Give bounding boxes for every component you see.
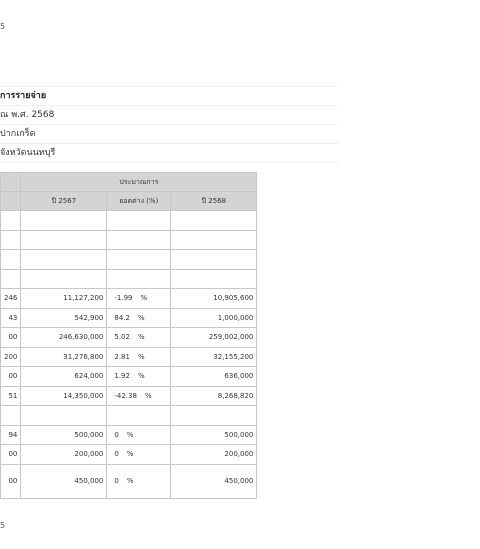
percent-sign: % bbox=[137, 372, 145, 381]
cell-diff bbox=[107, 347, 171, 367]
table-row bbox=[1, 230, 257, 250]
cell-2568: 636,000 bbox=[171, 367, 257, 387]
cell-diff bbox=[107, 230, 171, 250]
cell-left-partial bbox=[1, 250, 21, 270]
cell-left-partial: 00 bbox=[1, 464, 21, 498]
col-header-2567: ปี 2567 bbox=[21, 192, 107, 211]
cell-2568: 200,000 bbox=[171, 445, 257, 465]
cell-diff bbox=[107, 425, 171, 445]
cell-left-partial: 43 bbox=[1, 308, 21, 328]
cell-2567: 450,000 bbox=[21, 464, 107, 498]
diff-value: 0 bbox=[114, 477, 119, 485]
percent-sign: % bbox=[137, 352, 145, 361]
diff-value: 2.81 bbox=[114, 352, 130, 361]
estimate-group-header: ประมาณการ bbox=[21, 173, 257, 192]
cell-left-partial: 94 bbox=[1, 425, 21, 445]
report-info bbox=[0, 86, 338, 163]
table-row bbox=[1, 367, 257, 387]
diff-value: 0 bbox=[114, 430, 119, 439]
cell-2568: 10,905,600 bbox=[171, 289, 257, 309]
cell-diff bbox=[107, 211, 171, 231]
percent-sign: % bbox=[137, 313, 145, 322]
cell-diff bbox=[107, 269, 171, 289]
cell-2568: 500,000 bbox=[171, 425, 257, 445]
cell-diff bbox=[107, 386, 171, 406]
cell-diff bbox=[107, 406, 171, 426]
cell-left-partial bbox=[1, 211, 21, 231]
diff-value: -42.38 bbox=[114, 391, 137, 400]
cell-2568 bbox=[171, 269, 257, 289]
cell-left-partial: 200 bbox=[1, 347, 21, 367]
table-row bbox=[1, 250, 257, 270]
table-row bbox=[1, 406, 257, 426]
col-header-2568: ปี 2568 bbox=[171, 192, 257, 211]
cell-left-partial bbox=[1, 269, 21, 289]
cell-2567: 624,000 bbox=[21, 367, 107, 387]
page-number-top: 5 bbox=[0, 22, 6, 31]
cell-diff bbox=[107, 250, 171, 270]
table-row bbox=[1, 347, 257, 367]
table-row bbox=[1, 425, 257, 445]
table-row bbox=[1, 211, 257, 231]
table-body bbox=[1, 211, 257, 499]
table-row bbox=[1, 445, 257, 465]
fiscal-year: ณ พ.ศ. 2568 bbox=[0, 105, 338, 124]
budget-table bbox=[0, 172, 257, 499]
cell-2568 bbox=[171, 211, 257, 231]
table-row bbox=[1, 308, 257, 328]
diff-value: 0 bbox=[114, 450, 119, 459]
cell-diff bbox=[107, 445, 171, 465]
cell-left-partial: 00 bbox=[1, 445, 21, 465]
table-row bbox=[1, 328, 257, 348]
cell-left-partial: 00 bbox=[1, 328, 21, 348]
province-name: จังหวัดนนทบุรี bbox=[0, 143, 338, 163]
header-cell-left bbox=[1, 173, 21, 192]
col-header-diff: ยอดต่าง (%) bbox=[107, 192, 171, 211]
header-cell-left bbox=[1, 192, 21, 211]
cell-2568: 32,155,200 bbox=[171, 347, 257, 367]
cell-2568: 259,002,000 bbox=[171, 328, 257, 348]
cell-2567: 200,000 bbox=[21, 445, 107, 465]
cell-diff bbox=[107, 289, 171, 309]
table-row bbox=[1, 386, 257, 406]
cell-left-partial: 00 bbox=[1, 367, 21, 387]
cell-2567: 31,276,800 bbox=[21, 347, 107, 367]
cell-left-partial bbox=[1, 230, 21, 250]
cell-left-partial: 246 bbox=[1, 289, 21, 309]
cell-diff bbox=[107, 464, 171, 498]
cell-diff bbox=[107, 308, 171, 328]
cell-2568: 450,000 bbox=[171, 464, 257, 498]
percent-sign: % bbox=[144, 391, 152, 400]
cell-2567 bbox=[21, 406, 107, 426]
table-group-header-row bbox=[1, 173, 257, 192]
page-number-bottom: 5 bbox=[0, 521, 6, 530]
cell-2567: 11,127,200 bbox=[21, 289, 107, 309]
table-row bbox=[1, 269, 257, 289]
cell-diff bbox=[107, 367, 171, 387]
cell-2567: 14,350,000 bbox=[21, 386, 107, 406]
percent-sign: % bbox=[126, 450, 134, 459]
cell-2567: 246,630,000 bbox=[21, 328, 107, 348]
diff-value: 1.92 bbox=[114, 372, 130, 381]
cell-2567 bbox=[21, 230, 107, 250]
cell-2567 bbox=[21, 211, 107, 231]
percent-sign: % bbox=[126, 430, 134, 439]
cell-2568 bbox=[171, 250, 257, 270]
cell-2568: 1,000,000 bbox=[171, 308, 257, 328]
diff-value: 5.02 bbox=[114, 333, 130, 342]
cell-left-partial bbox=[1, 406, 21, 426]
percent-sign: % bbox=[137, 333, 145, 342]
cell-2568 bbox=[171, 406, 257, 426]
report-title: การรายจ่าย bbox=[0, 86, 338, 105]
cell-2567 bbox=[21, 269, 107, 289]
cell-left-partial: 51 bbox=[1, 386, 21, 406]
table-column-header-row bbox=[1, 192, 257, 211]
diff-value: -1.99 bbox=[114, 294, 133, 303]
cell-2568 bbox=[171, 230, 257, 250]
table-row bbox=[1, 289, 257, 309]
cell-2568: 8,268,820 bbox=[171, 386, 257, 406]
diff-value: 84.2 bbox=[114, 313, 130, 322]
percent-sign: % bbox=[126, 477, 134, 485]
cell-2567: 500,000 bbox=[21, 425, 107, 445]
cell-diff bbox=[107, 328, 171, 348]
table-row bbox=[1, 464, 257, 498]
cell-2567 bbox=[21, 250, 107, 270]
cell-2567: 542,900 bbox=[21, 308, 107, 328]
municipality-name: ปากเกร็ด bbox=[0, 124, 338, 143]
percent-sign: % bbox=[140, 294, 148, 303]
